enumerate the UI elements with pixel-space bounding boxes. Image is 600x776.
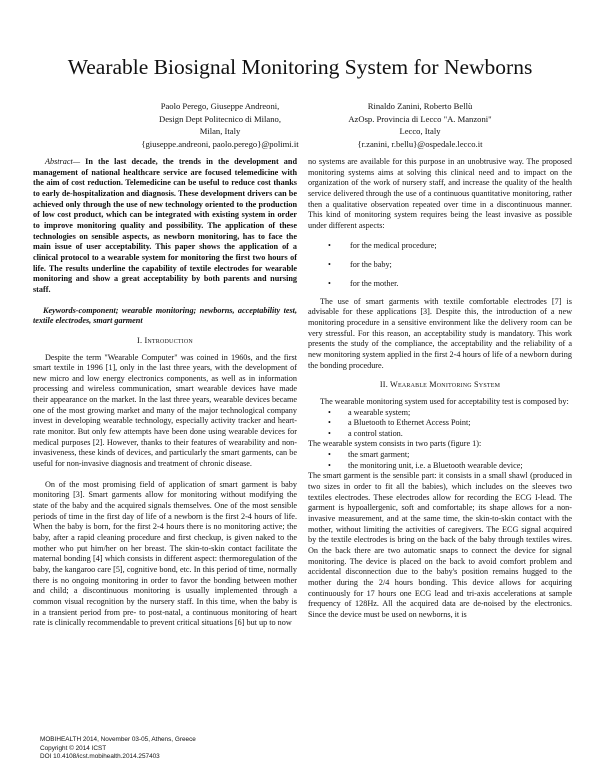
list-item: • a wearable system; (308, 408, 572, 419)
paragraph: Despite the term "Wearable Computer" was coined in 1960s, and the first smart textile in 1996 [1], only in the last three years, with the development of new micro and low energy electronics components, as well as in information processing and wireless communication, smart wearable devices have made their appearance on the market. In the last three years, wearable devices became one of the most growing market and many of the major technological company invest in developing wearable technology, especially activity tracker and heart-rate monitor. But only few attempts have been done using wearable devices for medical purposes [2]. However, thanks to their features of wearability and non-invasiveness, these kinds of devices, and particularly the smart garments, can be useful for non-invasive diagnosis and treatment of chronic disease. (33, 352, 297, 469)
copyright-footer (40, 736, 196, 762)
bullet-list (308, 450, 572, 471)
paragraph: The wearable monitoring system used for acceptability test is composed by: (320, 396, 569, 406)
author-email: {r.zanini, r.bellu}@ospedale.lecco.it (357, 138, 483, 149)
right-column (308, 157, 572, 621)
author-location: Milan, Italy (199, 126, 241, 137)
author-names: Paolo Perego, Giuseppe Andreoni, (160, 101, 280, 111)
footer-line: Copyright © 2014 ICST (40, 744, 107, 752)
list-item: • a control station. (308, 429, 572, 440)
list-item: • for the baby; (308, 255, 572, 274)
list-item: • for the medical procedure; (308, 236, 572, 255)
list-item: • a Bluetooth to Ethernet Access Point; (308, 418, 572, 429)
author-block-1 (120, 100, 320, 150)
keywords: Keywords-component; wearable monitoring; newborns, acceptability test, textile electrodes, smart garment (33, 305, 297, 326)
bullet-list (308, 408, 572, 440)
paper-title: Wearable Biosignal Monitoring System for Newborns (67, 55, 533, 79)
author-location: Lecco, Italy (399, 126, 441, 137)
left-column (33, 157, 297, 629)
footer-line: MOBIHEALTH 2014, November 03-05, Athens, Greece (40, 736, 196, 743)
author-block-2 (320, 100, 520, 150)
abstract-text: In the last decade, the trends in the development and management of national healthcare service are focused telemedicine with the aim of cost reduction. Telemedicine can be useful to reduce cost thanks to early de-hospitalization and diagnosis. These development drivers can be achieved only through the use of new technology oriented to the production of low cost product, which can be integrated with existing system in order to improve monitoring quality and possibility. The application of these technologies on sensible aspects, as newborn monitoring, has to face the main issue of user acceptability. This paper shows the application of a clinical protocol to a wearable system for monitoring the first two hours of life. The results underline the capability of textile electrodes for wearable monitoring and show a great acceptability by both parents and nursing staff. (33, 157, 297, 294)
section-heading-system: II. Wearable Monitoring System (379, 380, 501, 390)
paragraph: The wearable system consists in two parts (figure 1): (308, 439, 482, 449)
list-item: • the smart garment; (308, 450, 572, 461)
author-affiliation: AzOsp. Provincia di Lecco "A. Manzoni" (348, 113, 492, 124)
list-item: • for the mother. (308, 274, 572, 293)
author-email: {giuseppe.andreoni, paolo.perego}@polimi.it (141, 138, 299, 149)
list-item: • the monitoring unit, i.e. a Bluetooth wearable device; (308, 461, 572, 472)
footer-line: DOI 10.4108/icst.mobihealth.2014.257403 (40, 753, 160, 761)
author-affiliation: Design Dept Politecnico di Milano, (159, 113, 281, 124)
bullet-list (308, 236, 572, 293)
paragraph: The use of smart garments with textile comfortable electrodes [7] is advisable for these applications [3]. Despite this, the introduction of a new monitoring procedure in a sensitive environment like the delivery room can be very stressful. For this reason, an acceptability study is mandatory. This work presents the study of the compliance, the acceptability and the reliability of a new monitoring system applied in the first 2-4 hours of life of a newborn during the bonding procedure. (308, 296, 572, 370)
abstract-label: Abstract— (45, 157, 81, 166)
paragraph: no systems are available for this purpose in an unobtrusive way. The proposed monitoring systems aims at solving this clinical need and to impact on the organization of the work of nursery staff, and increase the quality of the health service delivered through the use of a continuous quantitative monitoring, rather then a qualitative observation repeated over time in a discontinuous manner. This kind of monitoring system requires being the least invasive as possible under different aspects: (308, 157, 572, 230)
author-names: Rinaldo Zanini, Roberto Bellù (367, 101, 473, 111)
paragraph: The smart garment is the sensible part: it consists in a small shawl (produced in two sizes in order to fit all the babies), which includes on the sleeves two textiles electrodes. These electrodes allow for recording the ECG I-lead. The garment is hypoallergenic, soft and comfortable; its shape allows for a non-invasive measurement, and at the same time, the skin-to-skin contact with the mother, without limiting the activities of caregivers. The ECG signal acquired by the textile electrodes is bring on the back of the baby through textiles wires. On the back there are two automatic snaps to connect the device for signal monitoring. The device is placed on the back to avoid comfort problem and accidental disconnection due to the baby's position remains hugged to the mother during the 2/4 hours bonding. This device allows for acquiring continuously for 17 hours one ECG lead and tri-axis accelerations at sample frequency of 128Hz. All the acquired data are de-noised by the electronics. Since the device must be used on newborns, it is (308, 471, 572, 619)
abstract (33, 157, 297, 296)
section-heading-introduction: I. Introduction (137, 335, 193, 345)
paragraph: On of the most promising field of application of smart garment is baby monitoring [3]. Smart garments allow for monitoring without modifying the state of the baby and the acquired signals themselves. One of the most sensible periods of time in the first day of life of a newborn is the first 2-4 hours of life. When the baby is born, for the first 2-4 hours there is no monitoring active; the baby, after a rapid cleaning procedure and first checkup, is given naked to the mother who put him/her on her breast. The skin-to-skin contact facilitate the maternal bonding [4] which consists in different aspect: thermoregulation of the baby, the kangaroo care [5], cognitive bond, etc. In this period of time, normally there is no ongoing monitoring in order to favor the bonding between mother and child; a discontinuous monitoring is usually implemented through a common visual recognition by the nursery staff. In this time, when the baby is in a transient period from pre- to post-natal, a continuous monitoring of heart rate is clinically recommendable to prevent critical situations [6] but up to now (33, 479, 297, 628)
